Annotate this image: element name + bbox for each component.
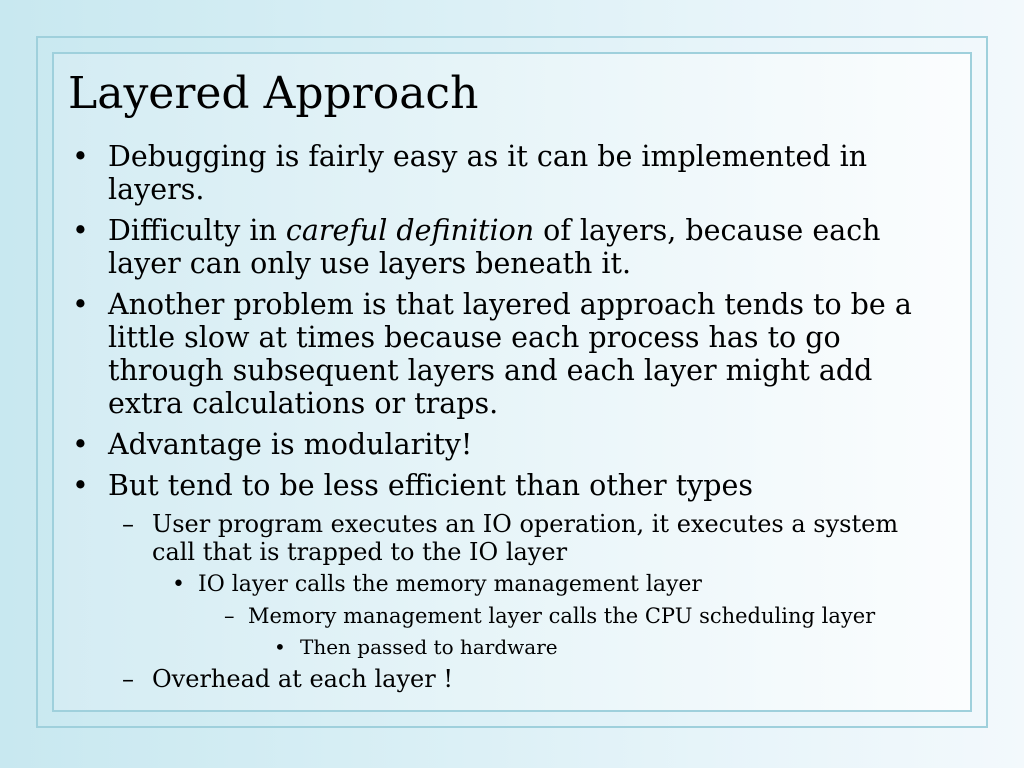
bullet-debugging [68,140,948,206]
bullet-line: Advantage is modularity! [108,428,473,461]
sub-bullet-user-program [68,510,948,566]
emphasis-text: careful definition [285,214,535,247]
sub-bullet-io-layer [68,572,948,598]
bullet-line: layers. [108,173,205,206]
bullet-marker: • [72,469,89,502]
bullet-text: of layers, because each [534,214,881,247]
bullet-marker: • [274,635,286,659]
bullet-line: call that is trapped to the IO layer [152,538,568,566]
bullet-line: Then passed to hardware [300,635,558,659]
bullet-line: little slow at times because each process has to go [108,321,841,354]
bullet-line: Overhead at each layer ! [152,665,453,693]
bullet-marker: • [72,140,89,173]
dash-marker: – [122,665,134,693]
bullet-marker: • [72,214,89,247]
bullet-line: Memory management layer calls the CPU scheduling layer [248,604,876,628]
bullet-marker: • [72,428,89,461]
sub-bullet-hardware [68,635,948,659]
bullet-line [108,214,948,247]
dash-marker: – [122,510,134,538]
sub-bullet-memory-management [68,604,948,629]
bullet-line: User program executes an IO operation, it executes a system [152,510,899,538]
bullet-another-problem [68,288,948,420]
bullet-less-efficient [68,469,948,502]
bullet-line: IO layer calls the memory management layer [198,572,702,597]
bullet-line: extra calculations or traps. [108,387,499,420]
bullet-difficulty [68,214,948,280]
bullet-marker: • [72,288,89,321]
dash-marker: – [224,604,235,628]
bullet-line: But tend to be less efficient than other types [108,469,753,502]
bullet-line: Debugging is fairly easy as it can be implemented in [108,140,868,173]
bullet-line: through subsequent layers and each layer might add [108,354,873,387]
slide-content [68,140,948,699]
bullet-marker: • [172,572,185,597]
bullet-text: Difficulty in [108,214,286,247]
bullet-line: Another problem is that layered approach tends to be a [108,288,912,321]
slide-title: Layered Approach [68,68,479,119]
sub-bullet-overhead [68,665,948,693]
bullet-advantage [68,428,948,461]
bullet-line: layer can only use layers beneath it. [108,247,632,280]
